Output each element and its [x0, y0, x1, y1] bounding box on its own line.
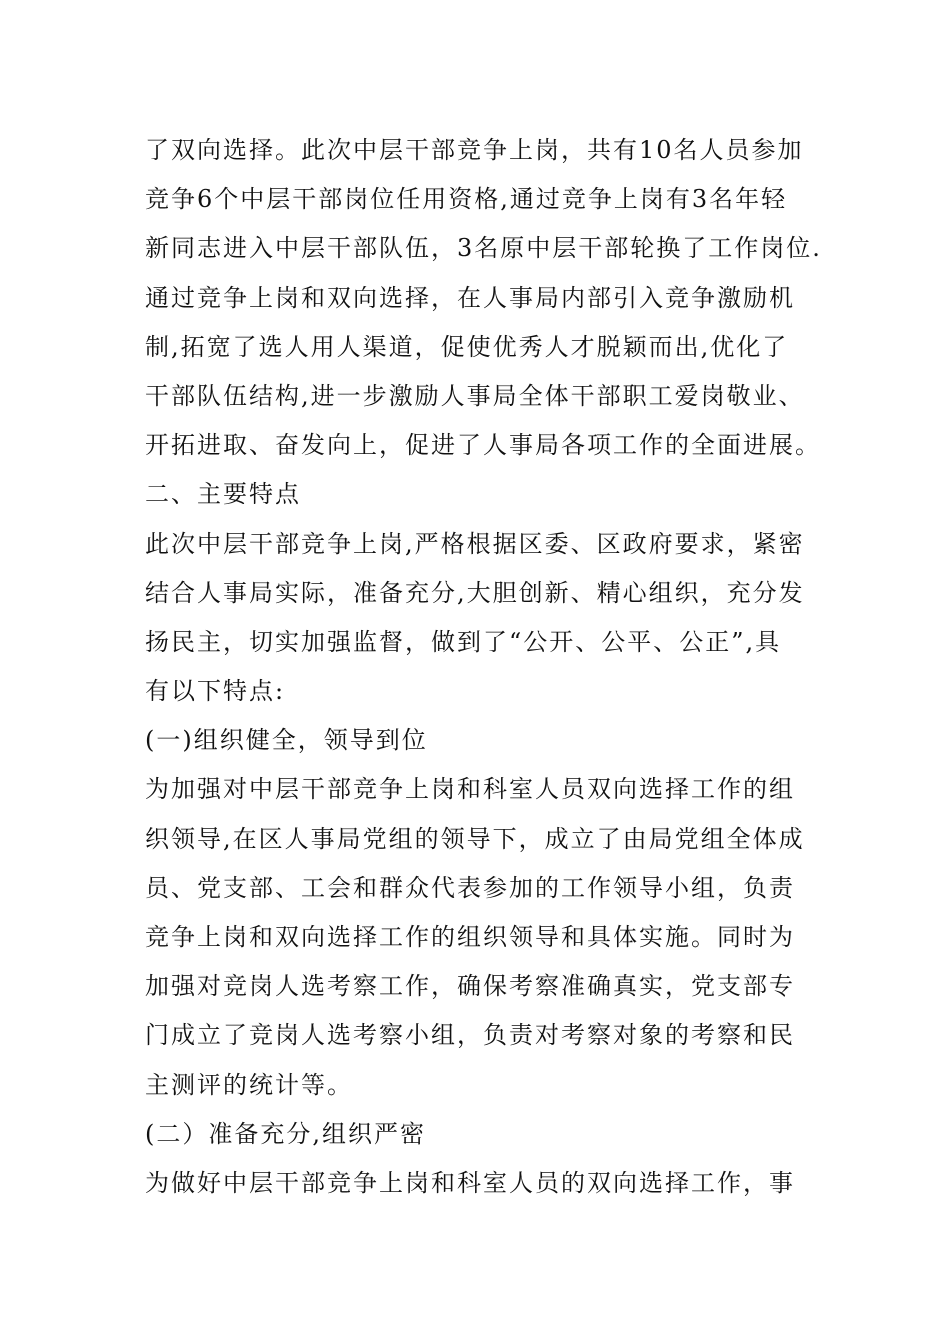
- subsection-heading: (一)组织健全，领导到位: [145, 726, 428, 755]
- text-line: 了双向选择。此次中层干部竞争上岗，共有10名人员参加: [145, 136, 804, 164]
- text-line: 门成立了竞岗人选考察小组，负责对考察对象的考察和民: [145, 1021, 795, 1050]
- text-line: 干部队伍结构,进一步激励人事局全体干部职工爱岗敬业、: [145, 381, 805, 410]
- text-line: 扬民主，切实加强监督，做到了“公开、公平、公正”,具: [145, 627, 782, 656]
- text-line: 为加强对中层干部竞争上岗和科室人员双向选择工作的组: [145, 775, 795, 804]
- text-line: 开拓进取、奋发向上，促进了人事局各项工作的全面进展。: [145, 431, 821, 460]
- text-line: 竞争6个中层干部岗位任用资格,通过竞争上岗有3名年轻: [145, 185, 788, 214]
- text-line: 加强对竞岗人选考察工作，确保考察准确真实，党支部专: [145, 972, 795, 1001]
- text-line: 通过竞争上岗和双向选择，在人事局内部引入竞争激励机: [145, 283, 795, 312]
- subsection-heading: (二）准备充分,组织严密: [145, 1119, 426, 1148]
- text-line: 新同志进入中层干部队伍，3名原中层干部轮换了工作岗位.: [145, 234, 822, 263]
- body-text: [145, 126, 822, 1208]
- text-line: 此次中层干部竞争上岗,严格根据区委、区政府要求，紧密: [145, 529, 805, 558]
- text-line: 竞争上岗和双向选择工作的组织领导和具体实施。同时为: [145, 923, 795, 951]
- text-line: 为做好中层干部竞争上岗和科室人员的双向选择工作，事: [145, 1168, 795, 1197]
- text-line: 有以下特点:: [145, 677, 286, 706]
- section-heading: 二、主要特点: [145, 480, 301, 509]
- text-line: 员、党支部、工会和群众代表参加的工作领导小组，负责: [145, 873, 795, 902]
- text-line: 主测评的统计等。: [145, 1070, 353, 1099]
- text-line: 制,拓宽了选人用人渠道，促使优秀人才脱颖而出,优化了: [145, 332, 789, 361]
- text-line: 结合人事局实际，准备充分,大胆创新、精心组织，充分发: [145, 578, 805, 607]
- text-line: 织领导,在区人事局党组的领导下，成立了由局党组全体成: [145, 824, 805, 853]
